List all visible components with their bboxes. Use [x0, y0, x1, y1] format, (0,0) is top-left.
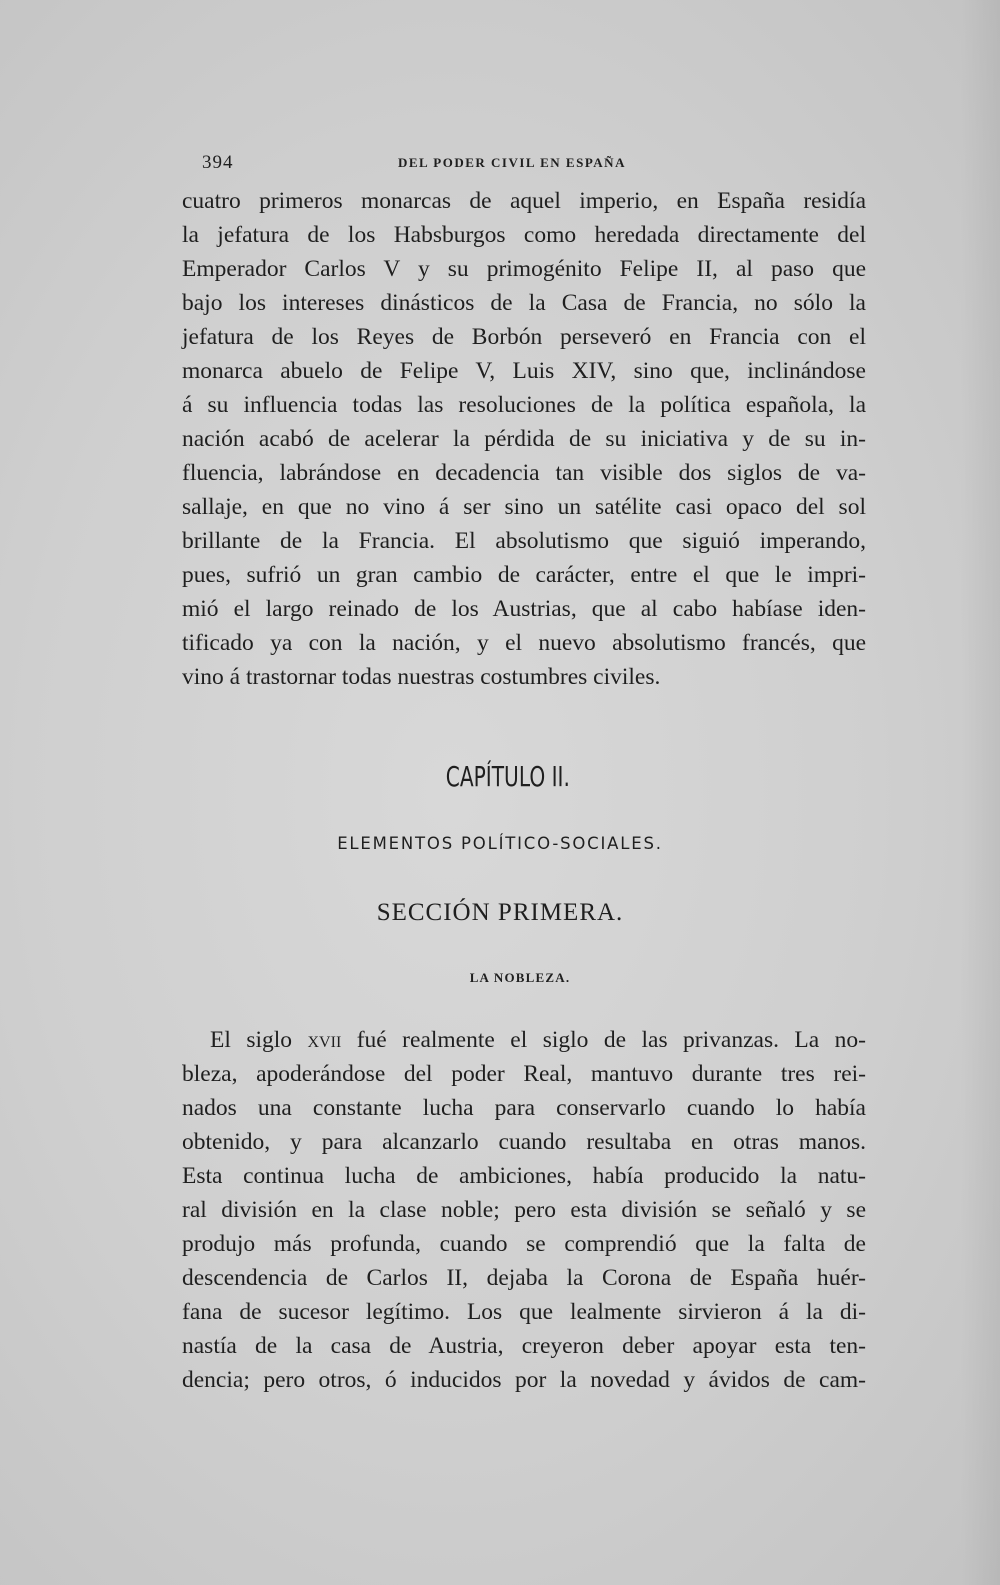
- text-line: mió el largo reinado de los Austrias, que al cabo habíase iden-: [182, 596, 866, 622]
- text-line: obtenido, y para alcanzarlo cuando resultaba en otras manos.: [182, 1129, 866, 1155]
- text-line: Esta continua lucha de ambiciones, había producido la natu-: [182, 1163, 866, 1189]
- text-line: monarca abuelo de Felipe V, Luis XIV, sino que, inclinándose: [182, 358, 866, 384]
- text-line: fana de sucesor legítimo. Los que lealmente sirvieron á la di-: [182, 1299, 866, 1325]
- century-numeral: xvii: [307, 1027, 342, 1053]
- text-line: vino á trastornar todas nuestras costumbres civiles.: [182, 664, 661, 690]
- text-line: bleza, apoderándose del poder Real, mantuvo durante tres rei-: [182, 1061, 866, 1087]
- text-line: cuatro primeros monarcas de aquel imperio, en España residía: [182, 188, 866, 214]
- page-number: 394: [202, 152, 234, 173]
- text-line: la jefatura de los Habsburgos como heredada directamente del: [182, 222, 866, 248]
- text-line: ral división en la clase noble; pero esta división se señaló y se: [182, 1197, 866, 1223]
- section-subtitle: LA NOBLEZA.: [469, 970, 571, 985]
- page-header: [202, 152, 662, 176]
- section-title: SECCIÓN PRIMERA.: [376, 899, 624, 926]
- text-line: Emperador Carlos V y su primogénito Felipe II, al paso que: [182, 256, 866, 282]
- text-line: nación acabó de acelerar la pérdida de su iniciativa y de su in-: [182, 426, 866, 452]
- text-line: produjo más profunda, cuando se comprendió que la falta de: [182, 1231, 866, 1257]
- text-line: nastía de la casa de Austria, creyeron deber apoyar esta ten-: [182, 1333, 866, 1359]
- text-line: pues, sufrió un gran cambio de carácter, entre el que le impri-: [182, 562, 866, 588]
- text-line: nados una constante lucha para conservarlo cuando lo había: [182, 1095, 866, 1121]
- text-line: dencia; pero otros, ó inducidos por la novedad y ávidos de cam-: [182, 1367, 866, 1393]
- text-fragment: fué realmente el siglo de las privanzas. La no-: [341, 1027, 866, 1053]
- text-fragment: El siglo: [210, 1027, 308, 1053]
- text-line: [182, 1023, 866, 1057]
- text-line: jefatura de los Reyes de Borbón perseveró en Francia con el: [182, 324, 866, 350]
- text-line: fluencia, labrándose en decadencia tan visible dos siglos de va-: [182, 460, 866, 486]
- paragraph-continued: [182, 184, 866, 694]
- chapter-subtitle: ELEMENTOS POLÍTICO-SOCIALES.: [337, 834, 663, 853]
- chapter-title: CAPÍTULO II.: [445, 760, 570, 793]
- text-line: brillante de la Francia. El absolutismo que siguió imperando,: [182, 528, 866, 554]
- text-line: descendencia de Carlos II, dejaba la Corona de España huér-: [182, 1265, 866, 1291]
- page-edge-shadow: [960, 0, 1000, 1585]
- text-line: tificado ya con la nación, y el nuevo absolutismo francés, que: [182, 630, 866, 656]
- text-line: á su influencia todas las resoluciones de la política española, la: [182, 392, 866, 418]
- text-line: bajo los intereses dinásticos de la Casa de Francia, no sólo la: [182, 290, 866, 316]
- text-line: sallaje, en que no vino á ser sino un satélite casi opaco del sol: [182, 494, 866, 520]
- running-head: DEL PODER CIVIL EN ESPAÑA: [398, 155, 626, 170]
- paragraph-nobleza: [182, 1023, 866, 1397]
